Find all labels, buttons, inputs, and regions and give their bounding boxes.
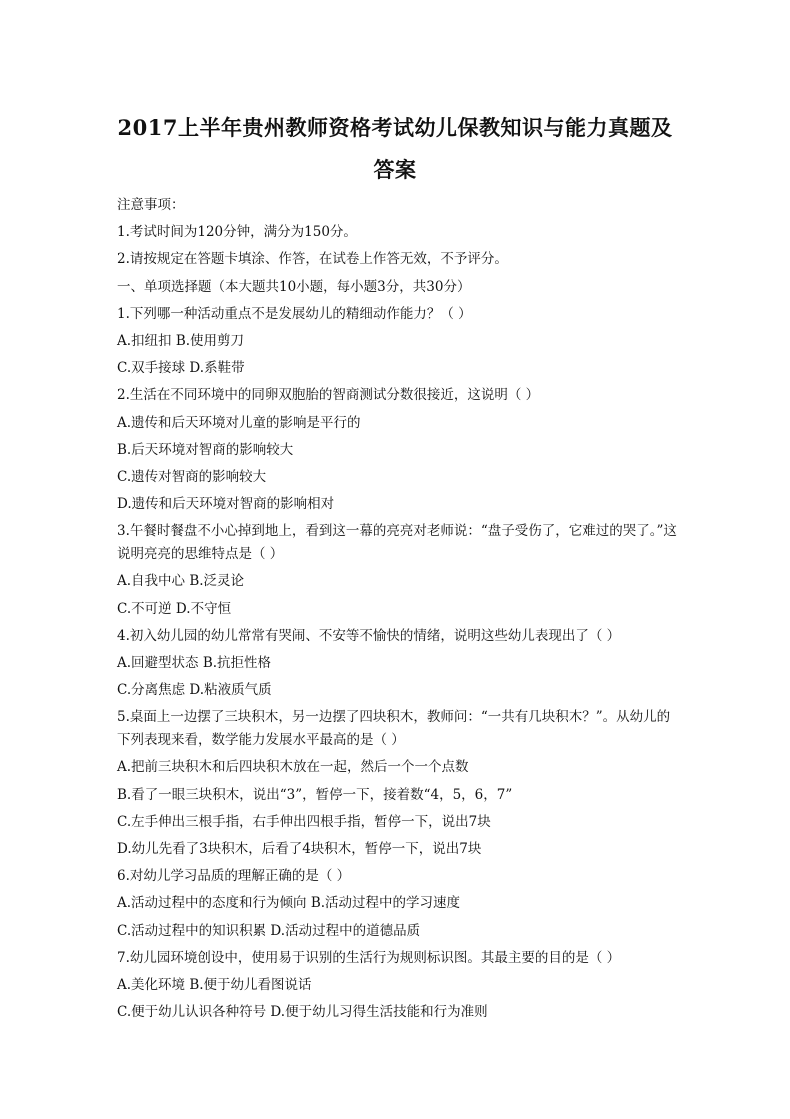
document-title-line-1: 2017上半年贵州教师资格考试幼儿保教知识与能力真题及 <box>117 115 673 140</box>
question-6-option-line: C.活动过程中的知识积累 D.活动过程中的道德品质 <box>117 922 421 939</box>
question-5-stem: 5.桌面上一边摆了三块积木，另一边摆了四块积木，教师问：“一共有几块积木？”。从幼儿的下列表现来看，数学能力发展水平最高的是（ ） <box>117 709 671 749</box>
question-6-option-line: A.活动过程中的态度和行为倾向 B.活动过程中的学习速度 <box>117 895 461 912</box>
question-1-option-line: C.双手接球 D.系鞋带 <box>117 360 245 377</box>
question-4-option-line: C.分离焦虑 D.粘液质气质 <box>117 682 272 699</box>
document-body <box>117 192 677 1026</box>
question-3-option-line: A.自我中心 B.泛灵论 <box>117 573 245 590</box>
question-5-option-a: A.把前三块积木和后四块积木放在一起，然后一个一个点数 <box>117 759 469 776</box>
notice-item-1: 1.考试时间为120分钟，满分为150分。 <box>117 224 357 241</box>
question-6-stem: 6.对幼儿学习品质的理解正确的是（ ） <box>117 868 351 885</box>
question-1-option-line: A.扣纽扣 B.使用剪刀 <box>117 333 245 350</box>
question-5-option-c: C.左手伸出三根手指，右手伸出四根手指，暂停一下，说出7块 <box>117 813 491 830</box>
question-3-option-line: C.不可逆 D.不守恒 <box>117 600 232 617</box>
question-7-stem: 7.幼儿园环境创设中，使用易于识别的生活行为规则标识图。其最主要的目的是（ ） <box>117 949 621 966</box>
question-2-option-b: B.后天环境对智商的影响较大 <box>117 441 294 458</box>
document-title-line-2: 答案 <box>373 157 417 182</box>
question-3-stem: 3.午餐时餐盘不小心掉到地上，看到这一幕的亮亮对老师说：“盘子受伤了，它难过的哭了。”这说明亮亮的思维特点是（ ） <box>117 523 677 563</box>
question-2-stem: 2.生活在不同环境中的同卵双胞胎的智商测试分数很接近，这说明（ ） <box>117 387 540 404</box>
question-2-option-d: D.遗传和后天环境对智商的影响相对 <box>117 496 335 513</box>
question-4-option-line: A.回避型状态 B.抗拒性格 <box>117 655 272 672</box>
question-1-stem: 1.下列哪一种活动重点不是发展幼儿的精细动作能力？（ ） <box>117 305 472 322</box>
question-7-option-line: C.便于幼儿认识各种符号 D.便于幼儿习得生活技能和行为准则 <box>117 1004 488 1021</box>
notice-heading: 注意事项： <box>117 197 185 213</box>
question-2-option-a: A.遗传和后天环境对儿童的影响是平行的 <box>117 414 361 431</box>
question-4-stem: 4.初入幼儿园的幼儿常常有哭闹、不安等不愉快的情绪，说明这些幼儿表现出了（ ） <box>117 627 621 644</box>
question-5-option-b: B.看了一眼三块积木，说出“3”，暂停一下，接着数“4，5，6，7” <box>117 786 513 803</box>
section-heading: 一、单项选择题（本大题共10小题，每小题3分，共30分） <box>117 278 471 295</box>
question-7-option-line: A.美化环境 B.便于幼儿看图说话 <box>117 977 312 994</box>
question-2-option-c: C.遗传对智商的影响较大 <box>117 469 267 486</box>
notice-item-2: 2.请按规定在答题卡填涂、作答，在试卷上作答无效，不予评分。 <box>117 251 508 268</box>
question-5-option-d: D.幼儿先看了3块积木，后看了4块积木，暂停一下，说出7块 <box>117 841 482 858</box>
